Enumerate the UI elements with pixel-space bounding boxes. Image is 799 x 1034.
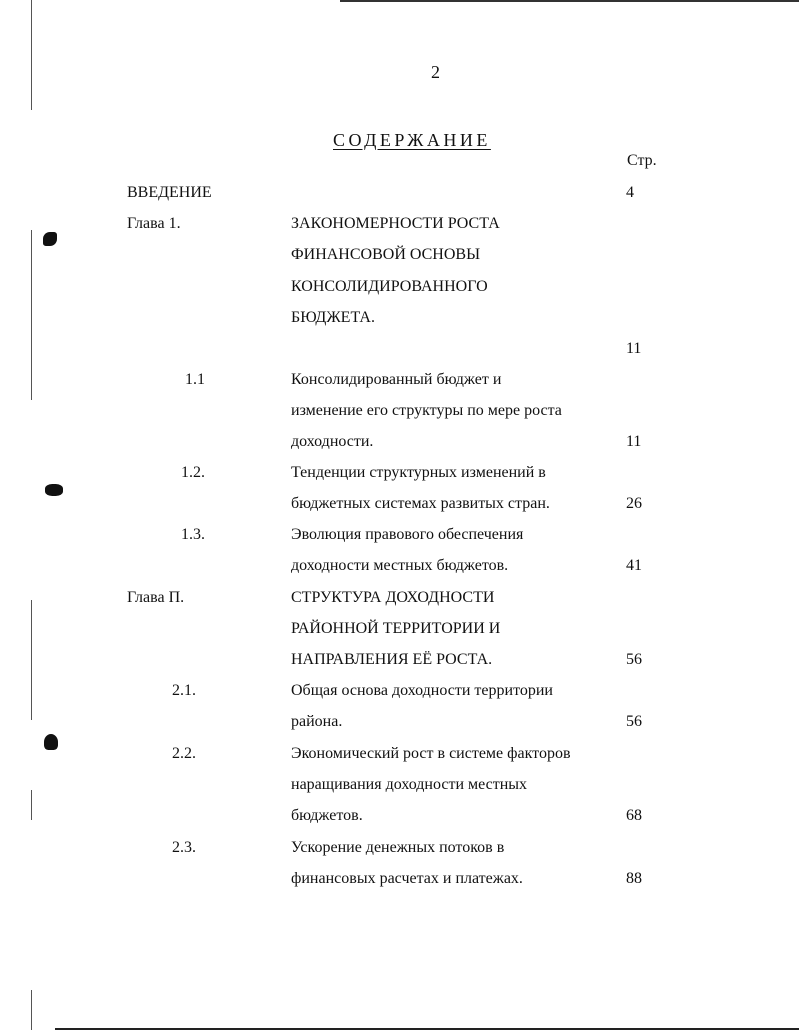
toc-ch2-page: 56 <box>626 651 642 668</box>
scan-edge-5 <box>31 990 32 1030</box>
toc-ch2-title-line: НАПРАВЛЕНИЯ ЕЁ РОСТА. <box>291 651 493 668</box>
hole-punch-mark-3 <box>44 734 58 750</box>
scan-line-top <box>340 0 799 2</box>
toc-ch2-title-line: РАЙОННОЙ ТЕРРИТОРИИ И <box>291 620 501 637</box>
toc-section-page: 56 <box>626 713 642 730</box>
toc-section-number: 2.2. <box>172 745 196 762</box>
scan-edge-4 <box>31 790 32 820</box>
toc-section-page: 26 <box>626 495 642 512</box>
toc-intro-label: ВВЕДЕНИЕ <box>127 184 212 201</box>
toc-ch2-title-line: СТРУКТУРА ДОХОДНОСТИ <box>291 589 495 606</box>
hole-punch-mark-1 <box>43 232 57 246</box>
toc-section-number: 1.2. <box>181 464 205 481</box>
scan-line-bottom <box>55 1028 799 1030</box>
toc-section-line: бюджетов. <box>291 807 363 824</box>
toc-ch1-label: Глава 1. <box>127 215 181 232</box>
toc-ch1-title-line: КОНСОЛИДИРОВАННОГО <box>291 278 488 295</box>
toc-section-line: доходности местных бюджетов. <box>291 557 509 574</box>
toc-title: СОДЕРЖАНИЕ <box>333 130 491 150</box>
toc-section-number: 2.1. <box>172 682 196 699</box>
toc-section-line: района. <box>291 713 343 730</box>
toc-section-number: 1.1 <box>185 371 205 388</box>
toc-section-line: Экономический рост в системе факторов <box>291 745 571 762</box>
toc-ch2-label: Глава П. <box>127 589 185 606</box>
hole-punch-mark-2 <box>45 484 63 496</box>
toc-section-page: 68 <box>626 807 642 824</box>
toc-section-line: Ускорение денежных потоков в <box>291 839 505 856</box>
toc-section-line: Эволюция правового обеспечения <box>291 526 524 543</box>
scan-edge-1 <box>31 0 32 110</box>
toc-section-page: 41 <box>626 557 642 574</box>
toc-section-line: наращивания доходности местных <box>291 776 528 793</box>
toc-section-line: финансовых расчетах и платежах. <box>291 870 523 887</box>
toc-section-number: 2.3. <box>172 839 196 856</box>
toc-section-line: доходности. <box>291 433 374 450</box>
toc-section-line: бюджетных системах развитых стран. <box>291 495 550 512</box>
toc-intro-page: 4 <box>626 184 634 201</box>
toc-ch1-title-line: БЮДЖЕТА. <box>291 309 375 326</box>
page-column-header: Стр. <box>627 152 657 169</box>
page-number: 2 <box>431 62 440 82</box>
toc-ch1-page: 11 <box>626 340 642 357</box>
scan-edge-2 <box>31 230 32 400</box>
toc-section-line: Тенденции структурных изменений в <box>291 464 546 481</box>
toc-ch1-title-line: ЗАКОНОМЕРНОСТИ РОСТА <box>291 215 500 232</box>
scan-edge-3 <box>31 600 32 720</box>
toc-section-page: 88 <box>626 870 642 887</box>
toc-ch1-title-line: ФИНАНСОВОЙ ОСНОВЫ <box>291 246 481 263</box>
toc-section-line: Консолидированный бюджет и <box>291 371 502 388</box>
toc-section-line: изменение его структуры по мере роста <box>291 402 562 419</box>
toc-section-line: Общая основа доходности территории <box>291 682 553 699</box>
toc-section-page: 11 <box>626 433 642 450</box>
toc-section-number: 1.3. <box>181 526 205 543</box>
